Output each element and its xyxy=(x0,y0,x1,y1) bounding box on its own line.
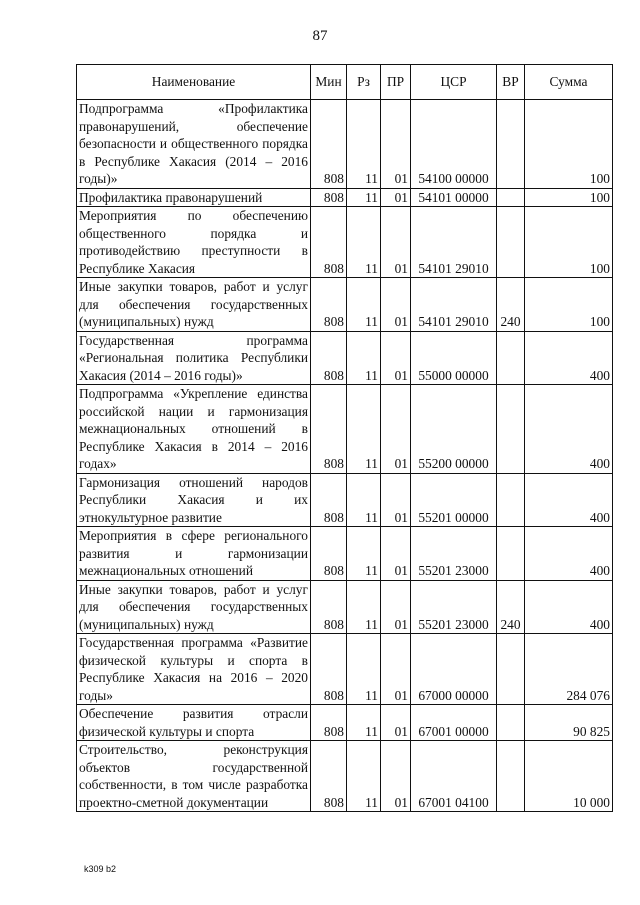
cell-name: Мероприятия в сфере регионального развития и гармонизации межнациональных отношений xyxy=(77,527,311,581)
cell-min: 808 xyxy=(311,385,347,474)
cell-vr xyxy=(497,473,525,527)
cell-rz: 11 xyxy=(347,527,381,581)
cell-csr: 55201 23000 xyxy=(411,580,497,634)
cell-csr: 54100 00000 xyxy=(411,100,497,189)
cell-sum: 100 xyxy=(525,188,613,207)
cell-name: Гармонизация отношений народов Республики Хакасия и их этнокультурное развитие xyxy=(77,473,311,527)
cell-name: Подпрограмма «Профилактика правонарушений, обеспечение безопасности и общественного порядка в Республике Хакасия (2014 – 2016 годы)» xyxy=(77,100,311,189)
cell-sum: 400 xyxy=(525,331,613,385)
cell-sum: 400 xyxy=(525,527,613,581)
cell-csr: 55000 00000 xyxy=(411,331,497,385)
cell-min: 808 xyxy=(311,188,347,207)
table-row xyxy=(77,100,613,189)
cell-vr: 240 xyxy=(497,580,525,634)
cell-pr: 01 xyxy=(381,473,411,527)
cell-pr: 01 xyxy=(381,278,411,332)
table-row xyxy=(77,278,613,332)
cell-csr: 54101 29010 xyxy=(411,278,497,332)
cell-sum: 90 825 xyxy=(525,705,613,741)
cell-pr: 01 xyxy=(381,527,411,581)
cell-name: Иные закупки товаров, работ и услуг для обеспечения государственных (муниципальных) нужд xyxy=(77,278,311,332)
cell-min: 808 xyxy=(311,278,347,332)
cell-name: Профилактика правонарушений xyxy=(77,188,311,207)
cell-pr: 01 xyxy=(381,100,411,189)
cell-rz: 11 xyxy=(347,331,381,385)
cell-min: 808 xyxy=(311,207,347,278)
cell-vr: 240 xyxy=(497,278,525,332)
table-row xyxy=(77,741,613,812)
cell-min: 808 xyxy=(311,634,347,705)
table-row xyxy=(77,331,613,385)
cell-min: 808 xyxy=(311,705,347,741)
cell-pr: 01 xyxy=(381,385,411,474)
cell-vr xyxy=(497,100,525,189)
cell-csr: 67001 00000 xyxy=(411,705,497,741)
cell-vr xyxy=(497,207,525,278)
cell-name: Государственная программа «Региональная политика Республики Хакасия (2014 – 2016 годы)» xyxy=(77,331,311,385)
footer-code: k309 b2 xyxy=(84,864,117,874)
cell-name: Государственная программа «Развитие физической культуры и спорта в Республике Хакасия на 2016 – 2020 годы» xyxy=(77,634,311,705)
col-header-rz: Рз xyxy=(347,65,381,100)
cell-rz: 11 xyxy=(347,100,381,189)
cell-sum: 10 000 xyxy=(525,741,613,812)
cell-vr xyxy=(497,188,525,207)
table-row xyxy=(77,634,613,705)
cell-rz: 11 xyxy=(347,278,381,332)
cell-name: Обеспечение развития отрасли физической культуры и спорта xyxy=(77,705,311,741)
cell-pr: 01 xyxy=(381,741,411,812)
cell-name: Подпрограмма «Укрепление единства российской нации и гармонизация межнациональных отношений в Республике Хакасия в 2014 – 2016 годах» xyxy=(77,385,311,474)
cell-name: Иные закупки товаров, работ и услуг для обеспечения государственных (муниципальных) нужд xyxy=(77,580,311,634)
col-header-sum: Сумма xyxy=(525,65,613,100)
cell-csr: 67001 04100 xyxy=(411,741,497,812)
cell-sum: 284 076 xyxy=(525,634,613,705)
cell-min: 808 xyxy=(311,527,347,581)
cell-pr: 01 xyxy=(381,580,411,634)
table-row xyxy=(77,473,613,527)
table-row xyxy=(77,385,613,474)
cell-csr: 54101 29010 xyxy=(411,207,497,278)
cell-rz: 11 xyxy=(347,634,381,705)
cell-pr: 01 xyxy=(381,188,411,207)
cell-min: 808 xyxy=(311,580,347,634)
cell-rz: 11 xyxy=(347,705,381,741)
cell-csr: 55201 23000 xyxy=(411,527,497,581)
cell-vr xyxy=(497,705,525,741)
cell-min: 808 xyxy=(311,741,347,812)
cell-csr: 55200 00000 xyxy=(411,385,497,474)
col-header-csr: ЦСР xyxy=(411,65,497,100)
cell-rz: 11 xyxy=(347,385,381,474)
cell-sum: 400 xyxy=(525,385,613,474)
cell-vr xyxy=(497,741,525,812)
cell-sum: 100 xyxy=(525,207,613,278)
cell-csr: 54101 00000 xyxy=(411,188,497,207)
table-row xyxy=(77,527,613,581)
cell-min: 808 xyxy=(311,331,347,385)
table-row xyxy=(77,580,613,634)
cell-vr xyxy=(497,634,525,705)
page-number: 87 xyxy=(312,28,328,44)
cell-csr: 55201 00000 xyxy=(411,473,497,527)
cell-rz: 11 xyxy=(347,207,381,278)
cell-rz: 11 xyxy=(347,188,381,207)
cell-name: Строительство, реконструкция объектов государственной собственности, в том числе разработка проектно-сметной документации xyxy=(77,741,311,812)
cell-vr xyxy=(497,527,525,581)
cell-min: 808 xyxy=(311,100,347,189)
col-header-vr: ВР xyxy=(497,65,525,100)
table-row xyxy=(77,207,613,278)
cell-csr: 67000 00000 xyxy=(411,634,497,705)
cell-sum: 100 xyxy=(525,100,613,189)
cell-pr: 01 xyxy=(381,634,411,705)
table-row xyxy=(77,188,613,207)
cell-rz: 11 xyxy=(347,473,381,527)
budget-table xyxy=(76,64,613,812)
cell-pr: 01 xyxy=(381,207,411,278)
cell-pr: 01 xyxy=(381,331,411,385)
col-header-name: Наименование xyxy=(77,65,311,100)
table-header-row xyxy=(77,65,613,100)
cell-sum: 400 xyxy=(525,580,613,634)
cell-sum: 400 xyxy=(525,473,613,527)
cell-vr xyxy=(497,385,525,474)
cell-min: 808 xyxy=(311,473,347,527)
col-header-pr: ПР xyxy=(381,65,411,100)
cell-vr xyxy=(497,331,525,385)
cell-rz: 11 xyxy=(347,741,381,812)
col-header-min: Мин xyxy=(311,65,347,100)
cell-sum: 100 xyxy=(525,278,613,332)
cell-name: Мероприятия по обеспечению общественного порядка и противодействию преступности в Республике Хакасия xyxy=(77,207,311,278)
cell-rz: 11 xyxy=(347,580,381,634)
cell-pr: 01 xyxy=(381,705,411,741)
table-row xyxy=(77,705,613,741)
